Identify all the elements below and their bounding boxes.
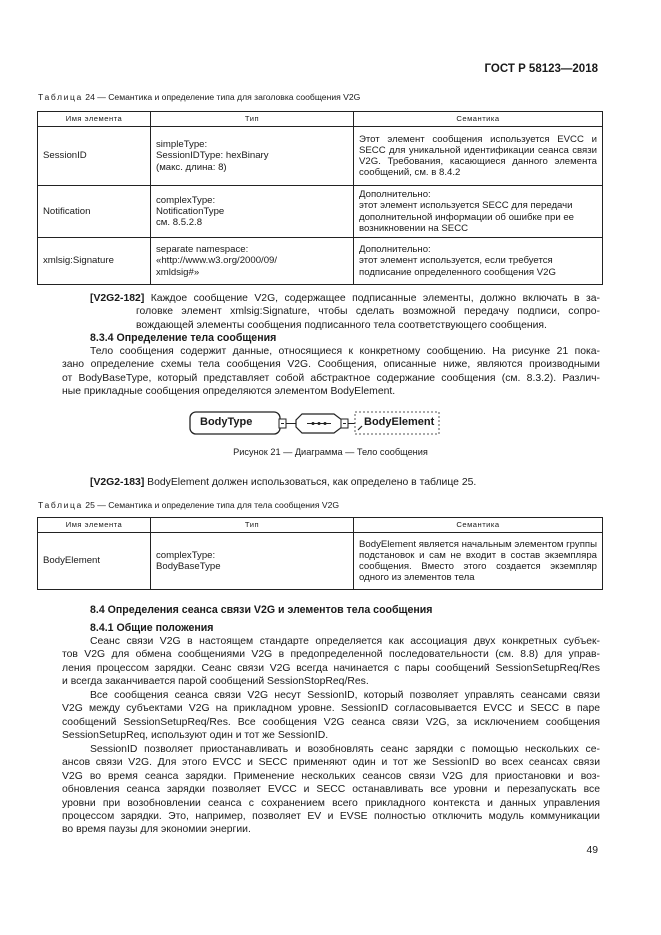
text-line: зано определение схемы тела сообщения V2G. Сообщения, описанные ниже, являются производными	[62, 359, 600, 371]
schema-diagram	[0, 408, 661, 438]
type-line: xmldsig#»	[156, 266, 200, 278]
requirement-tag: [V2G2-183]	[90, 477, 145, 488]
cell-type	[151, 127, 354, 186]
text-line: процессом зарядки. Это, например, позволяет EV и EVSE полностью отключить модуль коммуникации	[62, 810, 600, 822]
type-line: complexType:	[156, 549, 216, 561]
table-24	[37, 111, 603, 285]
paragraph	[62, 345, 600, 399]
text-line: Тело сообщения содержит данные, относящиеся к конкретному сообщению. На рисунке 21 пока-	[90, 346, 600, 357]
text-line: Все сообщения сеанса связи V2G несут SessionID, который позволяет управлять сеансами связи	[90, 690, 600, 701]
text-line: головке элемент xmlsig:Signature, чтобы сделать возможной передачу подписи, сопро-	[136, 306, 600, 318]
cell-semantics: BodyElement является начальным элементом группы подстановок и сам не входит в состав экземпляра сообщения. Вместо этого создается экземпляр одного из элементов тела	[354, 533, 603, 590]
text-line: от BodyBaseType, который представляет собой абстрактное содержание сообщения (см. 8.3.2). Различ-	[62, 372, 600, 384]
bodyelement-label: BodyElement	[364, 416, 435, 428]
text-line: SessionSetupReq, используют один и тот же SessionID.	[62, 730, 329, 742]
type-line: complexType:	[156, 194, 216, 206]
type-line: NotificationType	[156, 205, 225, 217]
bodytype-label: BodyType	[200, 416, 253, 428]
table-row	[38, 186, 603, 238]
requirement-v2g2-182	[62, 292, 600, 332]
text-line: вождающей элементы сообщения подписанного тела соответствующего сообщения.	[136, 319, 547, 331]
text-line: и всегда заканчивается парой сообщений SessionStopReq/Res.	[62, 676, 369, 688]
figure-21-caption: Рисунок 21 — Диаграмма — Тело сообщения	[233, 447, 428, 457]
requirement-v2g2-183	[90, 476, 600, 489]
column-header: Тип	[151, 112, 354, 127]
document-id: ГОСТ Р 58123—2018	[484, 63, 598, 75]
figure-21-diagram	[0, 408, 661, 438]
semantics-text: этот элемент используется SECC для передачи дополнительной информации об ошибке при ее возникновении на SECC	[359, 200, 575, 234]
paragraph	[62, 743, 600, 837]
caption-text: 25 — Семантика и определение типа для тела сообщения V2G	[85, 500, 340, 510]
type-line: BodyBaseType	[156, 561, 221, 572]
cell-name: BodyElement	[38, 533, 151, 590]
text-line: обновления сеанса зарядки позволяет EVCC и SECC останавливать все уровни и перезапускать все	[62, 784, 600, 796]
column-header: Имя элемента	[38, 112, 151, 127]
text-line: Сеанс связи V2G в настоящем стандарте определяется как ассоциация двух конкретных субъек-	[90, 636, 600, 647]
type-line: separate namespace:	[156, 244, 249, 256]
text-line: V2G между субъектами V2G на прикладном уровне. SessionID согласовывается EVCC и SECC в паре	[62, 703, 600, 715]
paragraph	[62, 635, 600, 689]
cell-name: Notification	[38, 186, 151, 238]
table-25	[37, 517, 603, 590]
text-line: V2G во время сеанса зарядки. Применение нескольких сеансов связи V2G для приостановки и воз-	[62, 770, 600, 782]
caption-label: Таблица	[38, 92, 83, 102]
semantics-text: этот элемент используется, если требуется подписание определенного сообщения V2G	[359, 255, 556, 278]
cell-name: SessionID	[38, 127, 151, 186]
requirement-text: BodyElement должен использоваться, как определено в таблице 25.	[144, 477, 477, 488]
text-line-content: Каждое сообщение V2G, содержащее подписанные элементы, должно включать в за-	[144, 293, 600, 304]
column-header: Семантика	[354, 518, 603, 533]
cell-semantics	[354, 186, 603, 238]
table-row	[38, 533, 603, 590]
column-header: Имя элемента	[38, 518, 151, 533]
text-line: ные прикладные сообщения определяются элементом BodyElement.	[62, 386, 396, 398]
caption-text: 24 — Семантика и определение типа для заголовка сообщения V2G	[85, 92, 361, 102]
cell-semantics	[354, 238, 603, 285]
section-heading-8-3-4: 8.3.4 Определение тела сообщения	[90, 332, 277, 344]
text-line: тов V2G для обмена сообщениями V2G в предопределенной последовательности (см. 8.8) для управ-	[62, 649, 600, 661]
semantics-lead: Дополнительно:	[359, 189, 431, 201]
type-line: simpleType:	[156, 139, 208, 151]
text-line: уровни при возобновлении сеанса с сохранением всего прикладного контекста и данных управления	[62, 797, 600, 809]
cell-type	[151, 533, 354, 590]
cell-name: xmlsig:Signature	[38, 238, 151, 285]
cell-semantics: Этот элемент сообщения используется EVCC и SECC для уникальной идентификации сеанса связи V2G. Требования, касающиеся данного элемента сообщений, см. в 8.4.2	[354, 127, 603, 186]
text-line: ансов связи V2G. Для этого EVCC и SECC применяют один и тот же SessionID во всех сеансах связи	[62, 757, 600, 769]
table-row	[38, 127, 603, 186]
type-line: SessionIDType: hexBinary	[156, 150, 269, 162]
type-line: «http://www.w3.org/2000/09/	[156, 255, 278, 267]
type-line: (макс. длина: 8)	[156, 161, 227, 173]
table-24-caption	[38, 92, 360, 102]
section-heading-8-4: 8.4 Определения сеанса связи V2G и элементов тела сообщения	[90, 604, 433, 616]
requirement-tag: [V2G2-182]	[90, 293, 145, 304]
cell-type	[151, 186, 354, 238]
cell-type	[151, 238, 354, 285]
page-number: 49	[586, 845, 598, 856]
section-heading-8-4-1: 8.4.1 Общие положения	[90, 622, 214, 634]
text-line: ления процессом зарядки. Сеанс связи V2G всегда начинается с пары сообщений SessionSetupReq/Res	[62, 662, 600, 674]
caption-label: Таблица	[38, 500, 83, 510]
text-line: сообщений SessionSetupReq/Res. Все сообщения V2G сеанса связи V2G, за исключением сообщения	[62, 716, 600, 728]
text-line	[62, 292, 600, 305]
table-row	[38, 238, 603, 285]
type-line: см. 8.5.2.8	[156, 217, 203, 229]
column-header: Тип	[151, 518, 354, 533]
semantics-lead: Дополнительно:	[359, 244, 431, 256]
text-line: SessionID позволяет приостанавливать и возобновлять сеанс зарядки с помощью нескольких се-	[90, 744, 600, 755]
text-line: во время паузы для экономии энергии.	[62, 824, 251, 836]
paragraph	[62, 689, 600, 743]
column-header: Семантика	[354, 112, 603, 127]
table-25-caption	[38, 500, 339, 510]
